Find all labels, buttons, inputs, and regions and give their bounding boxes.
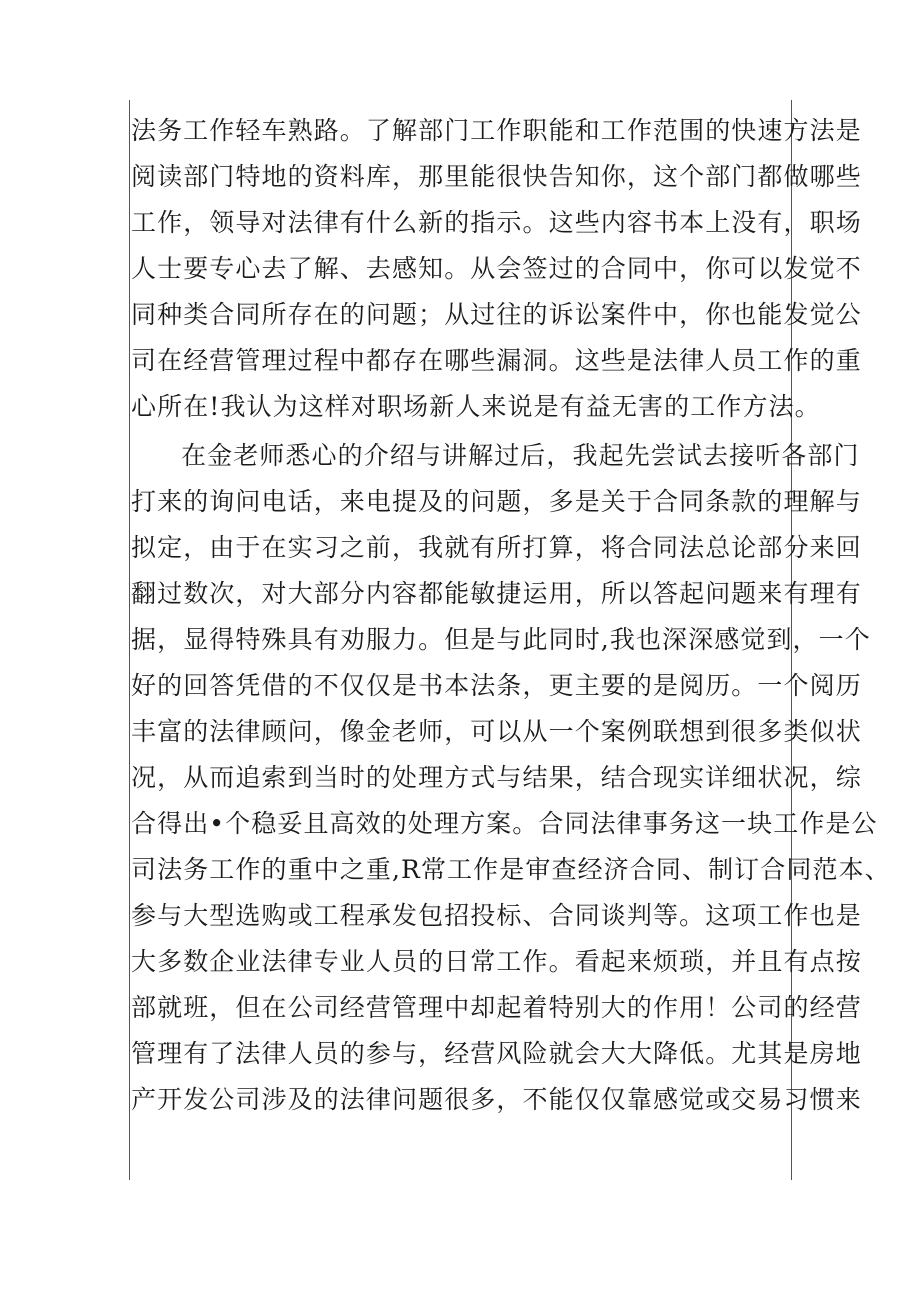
paragraph-2 [131,433,891,1123]
text-line: 产开发公司涉及的法律问题很多，不能仅仅靠感觉或交易习惯来 [131,1085,862,1114]
text-line: 司法务工作的重中之重,R常工作是审查经济合同、制订合同范本、 [131,855,891,884]
text-line: 打来的询问电话，来电提及的问题，多是关于合同条款的理解与 [131,487,862,516]
document-body [131,108,891,1123]
text-line: 司在经营管理过程中都存在哪些漏洞。这些是法律人员工作的重 [131,346,862,375]
text-line: 好的回答凭借的不仅仅是书本法条，更主要的是阅历。一个阅历 [131,671,862,700]
text-line: 阅读部门特地的资料库，那里能很快告知你，这个部门都做哪些 [131,162,862,191]
text-line: 在金老师悉心的介绍与讲解过后，我起先尝试去接听各部门 [181,441,860,470]
text-line: 工作，领导对法律有什么新的指示。这些内容书本上没有，职场 [131,208,862,237]
text-line: 大多数企业法律专业人员的日常工作。看起来烦琐，并且有点按 [131,947,862,976]
text-line: 拟定，由于在实习之前，我就有所打算，将合同法总论部分来回 [131,533,862,562]
text-line: 人士要专心去了解、去感知。从会签过的合同中，你可以发觉不 [131,254,862,283]
text-line: 据，显得特殊具有劝服力。但是与此同时,我也深深感觉到，一个 [131,625,871,654]
text-line: 翻过数次，对大部分内容都能敏捷运用，所以答起问题来有理有 [131,579,862,608]
text-line: 参与大型选购或工程承发包招投标、合同谈判等。这项工作也是 [131,901,862,930]
text-line: 部就班，但在公司经营管理中却起着特别大的作用！公司的经营 [131,993,862,1022]
text-line: 丰富的法律顾问，像金老师，可以从一个案例联想到很多类似状 [131,717,862,746]
text-line: 管理有了法律人员的参与，经营风险就会大大降低。尤其是房地 [131,1039,862,1068]
text-line: 同种类合同所存在的问题；从过往的诉讼案件中，你也能发觉公 [131,300,862,329]
text-line: 心所在!我认为这样对职场新人来说是有益无害的工作方法。 [131,392,821,421]
text-line: 法务工作轻车熟路。了解部门工作职能和工作范围的快速方法是 [131,116,862,145]
text-line: 合得出•个稳妥且高效的处理方案。合同法律事务这一块工作是公 [131,809,878,838]
paragraph-1 [131,108,862,430]
text-line: 况，从而追索到当时的处理方式与结果，结合现实详细状况，综 [131,763,862,792]
